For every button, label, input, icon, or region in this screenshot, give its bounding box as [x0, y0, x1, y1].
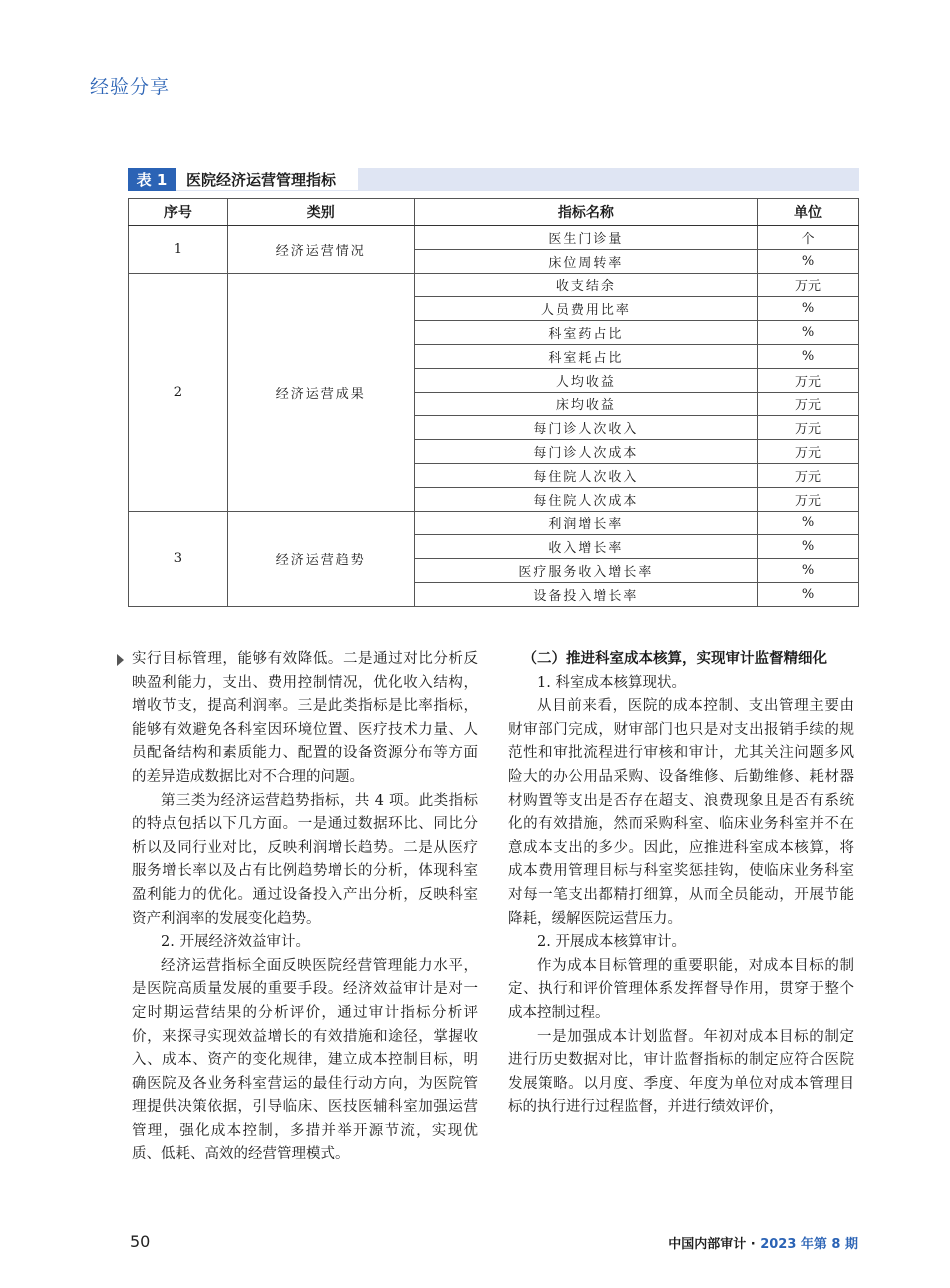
indicator-name: 每门诊人次收入	[414, 416, 758, 440]
page-number: 50	[130, 1232, 151, 1251]
indicator-name: 设备投入增长率	[414, 582, 758, 606]
table-row	[129, 273, 859, 297]
continuation-arrow-icon	[117, 654, 124, 666]
paragraph: 第三类为经济运营趋势指标，共 4 项。此类指标的特点包括以下几方面。一是通过数据环比、同比分析以及同行业对比，反映利润增长趋势。二是从医疗服务增长率以及占有比例趋势增长的分析，体现科室盈利能力的优化。通过设备投入产出分析，反映科室资产利润率的发展变化趋势。	[132, 792, 478, 927]
indicator-name: 人员费用比率	[414, 297, 758, 321]
indicator-unit: %	[758, 511, 859, 535]
indicator-unit: %	[758, 321, 859, 345]
numbered-subheading: 2. 开展成本核算审计。	[537, 934, 686, 951]
indicator-name: 床均收益	[414, 392, 758, 416]
section-label: 经验分享	[90, 76, 171, 98]
indicator-name: 利润增长率	[414, 511, 758, 535]
group-category: 经济运营趋势	[227, 511, 414, 606]
indicator-name: 医疗服务收入增长率	[414, 559, 758, 583]
header-unit: 单位	[758, 199, 859, 226]
indicator-unit: %	[758, 535, 859, 559]
group-category: 经济运营情况	[227, 226, 414, 274]
indicator-name: 科室药占比	[414, 321, 758, 345]
indicator-unit: 万元	[758, 487, 859, 511]
indicator-unit: %	[758, 297, 859, 321]
indicator-name: 每住院人次成本	[414, 487, 758, 511]
indicator-name: 每门诊人次成本	[414, 440, 758, 464]
table-caption	[128, 168, 859, 191]
table-row	[129, 511, 859, 535]
table-title: 医院经济运营管理指标	[176, 168, 358, 191]
header-index: 序号	[129, 199, 228, 226]
table-header-row	[129, 199, 859, 226]
metrics-table	[128, 198, 859, 607]
journal-issue: 2023 年第 8 期	[760, 1237, 858, 1252]
indicator-name: 每住院人次收入	[414, 463, 758, 487]
indicator-name: 收支结余	[414, 273, 758, 297]
numbered-subheading: 1. 科室成本核算现状。	[537, 674, 686, 691]
indicator-name: 医生门诊量	[414, 226, 758, 250]
indicator-unit: %	[758, 582, 859, 606]
group-index: 1	[129, 226, 228, 274]
indicator-name: 人均收益	[414, 368, 758, 392]
indicator-unit: 万元	[758, 392, 859, 416]
table-badge: 表 1	[128, 168, 176, 191]
group-category: 经济运营成果	[227, 273, 414, 511]
paragraph: 实行目标管理，能够有效降低。二是通过对比分析反映盈利能力，支出、费用控制情况，优化收入结构，增收节支，提高利润率。三是此类指标是比率指标，能够有效避免各科室因环境位置、医疗技术力量、人员配备结构和素质能力、配置的设备资源分布等方面的差异造成数据比对不合理的问题。	[132, 651, 478, 785]
section-heading: （二）推进科室成本核算，实现审计监督精细化	[522, 651, 827, 667]
header-indicator: 指标名称	[414, 199, 758, 226]
group-index: 2	[129, 273, 228, 511]
paragraph: 一是加强成本计划监督。年初对成本目标的制定进行历史数据对比，审计监督指标的制定应符合医院发展策略。以月度、季度、年度为单位对成本管理目标的执行进行过程监督，并进行绩效评价，	[508, 1028, 854, 1116]
group-index: 3	[129, 511, 228, 606]
indicator-unit: 万元	[758, 463, 859, 487]
indicator-name: 收入增长率	[414, 535, 758, 559]
footer-journal	[668, 1233, 858, 1252]
journal-name: 中国内部审计 ·	[668, 1237, 761, 1252]
indicator-unit: 个	[758, 226, 859, 250]
indicator-unit: 万元	[758, 440, 859, 464]
indicator-unit: 万元	[758, 416, 859, 440]
indicator-name: 科室耗占比	[414, 344, 758, 368]
indicator-name: 床位周转率	[414, 249, 758, 273]
left-column	[132, 648, 478, 1167]
numbered-subheading: 2. 开展经济效益审计。	[161, 934, 310, 951]
table-row	[129, 226, 859, 250]
indicator-unit: %	[758, 344, 859, 368]
indicator-unit: %	[758, 559, 859, 583]
paragraph: 作为成本目标管理的重要职能，对成本目标的制定、执行和评价管理体系发挥督导作用，贯穿于整个成本控制过程。	[508, 957, 854, 1021]
indicator-unit: 万元	[758, 273, 859, 297]
indicator-unit: %	[758, 249, 859, 273]
indicator-unit: 万元	[758, 368, 859, 392]
right-column	[508, 648, 854, 1120]
header-category: 类别	[227, 199, 414, 226]
paragraph: 从目前来看，医院的成本控制、支出管理主要由财审部门完成，财审部门也只是对支出报销手续的规范性和审批流程进行审核和审计，尤其关注问题多风险大的办公用品采购、设备维修、后勤维修、耗材器材购置等支出是否存在超支、浪费现象且是否有系统化的有效措施，然而采购科室、临床业务科室并不在意成本支出的多少。因此，应推进科室成本核算，将成本费用管理目标与科室奖惩挂钩，使临床业务科室对每一笔支出都精打细算，从而全员能动，开展节能降耗，缓解医院运营压力。	[508, 698, 854, 927]
paragraph: 经济运营指标全面反映医院经营管理能力水平，是医院高质量发展的重要手段。经济效益审计是对一定时期运营结果的分析评价，通过审计指标分析评价，来探寻实现效益增长的有效措施和途径，掌握收入、成本、资产的变化规律，建立成本控制目标，明确医院及各业务科室营运的最佳行动方向，为医院管理提供决策依据，引导临床、医技医辅科室加强运营管理，强化成本控制，多措并举开源节流，实现优质、低耗、高效的经营管理模式。	[132, 957, 478, 1163]
